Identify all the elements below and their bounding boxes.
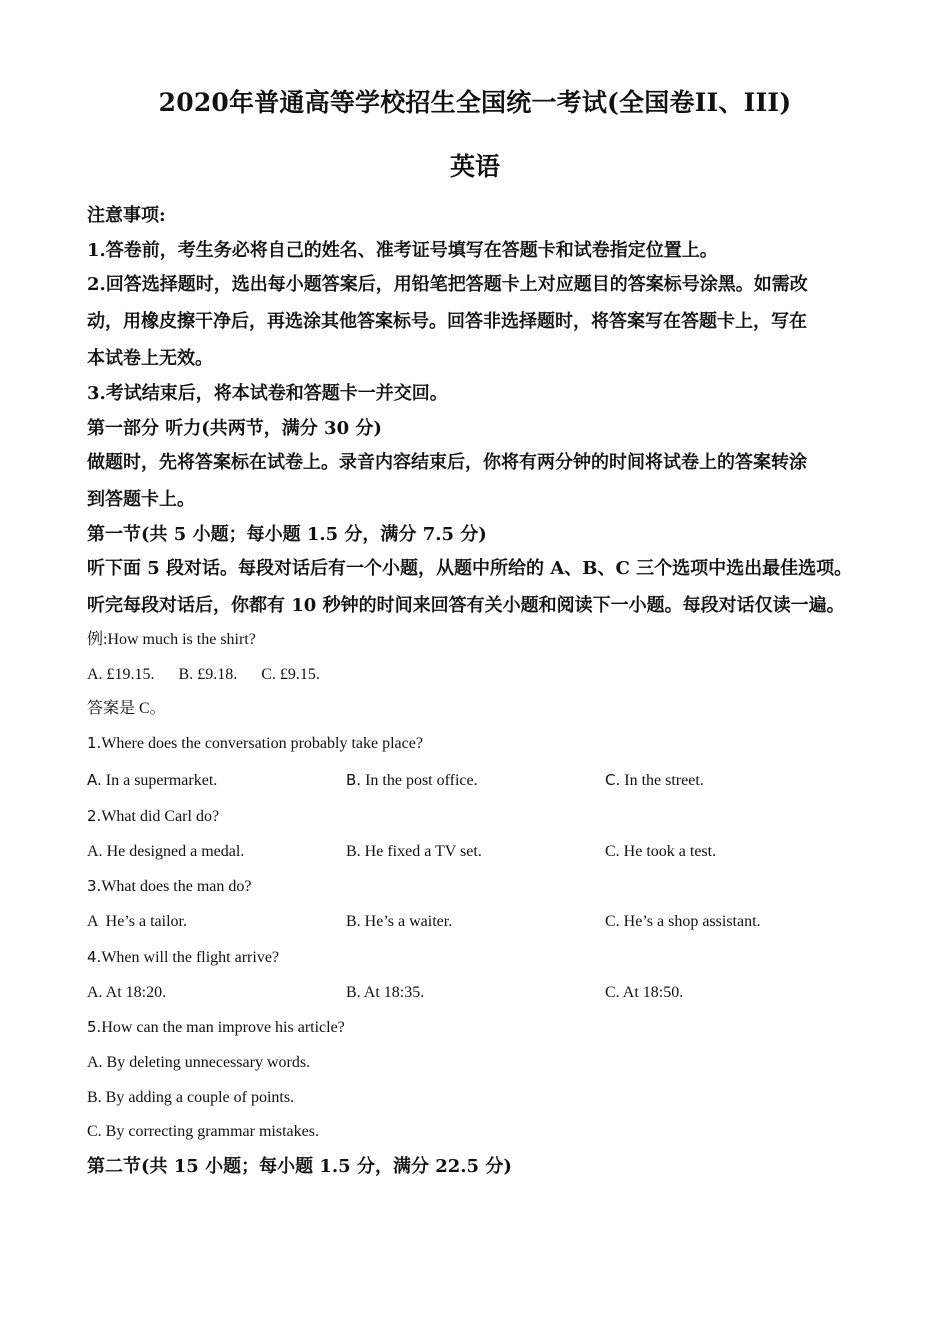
exam-title: 2020年普通高等学校招生全国统一考试(全国卷II、III) xyxy=(158,88,792,117)
question-2-option-c xyxy=(605,841,716,863)
question-4-option-a xyxy=(87,982,166,1004)
option-text: In the street. xyxy=(620,772,704,789)
question-2-option-b xyxy=(346,841,482,863)
option-label: A. xyxy=(87,843,103,860)
subject-title: 英语 xyxy=(449,152,500,181)
option-label: C. xyxy=(605,984,620,1001)
option-label: B. xyxy=(346,771,362,789)
notice-heading: 注意事项: xyxy=(87,205,166,226)
option-label: B. xyxy=(346,913,361,930)
question-3 xyxy=(87,875,877,898)
option-text: At 18:50. xyxy=(619,984,684,1001)
option-text: He took a test. xyxy=(619,843,717,860)
example-options: A. £19.15. B. £9.18. C. £9.15. xyxy=(87,666,320,683)
notice-item-2-line-3: 本试卷上无效。 xyxy=(87,348,213,369)
option-label: C. xyxy=(605,843,620,860)
question-5 xyxy=(87,1016,877,1039)
option-text: He designed a medal. xyxy=(102,843,245,860)
option-label: C. xyxy=(605,913,620,930)
question-text: How can the man improve his article? xyxy=(101,1019,345,1036)
question-text: What did Carl do? xyxy=(101,808,220,825)
option-label: B. xyxy=(346,984,361,1001)
option-text: He fixed a TV set. xyxy=(360,843,482,860)
question-text: When will the flight arrive? xyxy=(101,949,280,966)
option-text: He’s a tailor. xyxy=(97,913,187,930)
option-label: C. xyxy=(605,771,621,789)
question-number: 4. xyxy=(87,948,102,966)
option-text: He’s a waiter. xyxy=(360,913,453,930)
option-text: He’s a shop assistant. xyxy=(619,913,761,930)
option-text: At 18:20. xyxy=(102,984,167,1001)
part1-instruction-line-2: 到答题卡上。 xyxy=(87,489,195,510)
question-number: 2. xyxy=(87,807,102,825)
notice-item-1: 1.答卷前，考生务必将自己的姓名、准考证号填写在答题卡和试卷指定位置上。 xyxy=(87,240,718,261)
option-text: In the post office. xyxy=(361,772,478,789)
part1-heading: 第一部分 听力(共两节，满分 30 分) xyxy=(87,418,382,439)
question-1-option-c xyxy=(605,769,704,792)
section1-heading: 第一节(共 5 小题；每小题 1.5 分，满分 7.5 分) xyxy=(87,524,487,545)
question-number: 5. xyxy=(87,1018,102,1036)
question-number: 3. xyxy=(87,877,102,895)
question-4-option-b xyxy=(346,982,424,1004)
notice-item-2-line-2: 动，用橡皮擦干净后，再选涂其他答案标号。回答非选择题时，将答案写在答题卡上，写在 xyxy=(87,311,807,332)
question-3-option-a xyxy=(87,911,187,933)
option-text: At 18:35. xyxy=(360,984,425,1001)
question-2 xyxy=(87,805,877,828)
notice-item-2-line-1: 2.回答选择题时，选出每小题答案后，用铅笔把答题卡上对应题目的答案标号涂黑。如需改 xyxy=(87,274,808,295)
question-3-option-c xyxy=(605,911,761,933)
question-number: 1. xyxy=(87,734,102,752)
question-5-option-a: A. By deleting unnecessary words. xyxy=(87,1054,311,1071)
question-text: Where does the conversation probably take place? xyxy=(101,735,423,752)
question-1-option-a xyxy=(87,769,217,792)
option-label: A. xyxy=(87,771,102,789)
question-5-option-c: C. By correcting grammar mistakes. xyxy=(87,1123,319,1140)
option-text: In a supermarket. xyxy=(101,772,218,789)
example-answer: 答案是 C。 xyxy=(87,700,166,717)
option-label: A xyxy=(87,913,98,930)
section1-instruction-line-1: 听下面 5 段对话。每段对话后有一个小题，从题中所给的 A、B、C 三个选项中选出最佳选项。 xyxy=(87,558,853,579)
question-4 xyxy=(87,946,877,969)
question-1 xyxy=(87,732,877,755)
section2-heading: 第二节(共 15 小题；每小题 1.5 分，满分 22.5 分) xyxy=(87,1156,512,1177)
question-3-option-b xyxy=(346,911,452,933)
notice-item-3: 3.考试结束后，将本试卷和答题卡一并交回。 xyxy=(87,383,448,404)
question-text: What does the man do? xyxy=(101,878,252,895)
question-4-option-c xyxy=(605,982,683,1004)
option-label: A. xyxy=(87,984,103,1001)
question-5-option-b: B. By adding a couple of points. xyxy=(87,1089,295,1106)
question-1-option-b xyxy=(346,769,478,792)
option-label: B. xyxy=(346,843,361,860)
question-2-option-a xyxy=(87,841,244,863)
example-question: 例:How much is the shirt? xyxy=(87,631,256,648)
part1-instruction-line-1: 做题时，先将答案标在试卷上。录音内容结束后，你将有两分钟的时间将试卷上的答案转涂 xyxy=(87,452,807,473)
section1-instruction-line-2: 听完每段对话后，你都有 10 秒钟的时间来回答有关小题和阅读下一小题。每段对话仅读一遍。 xyxy=(87,595,845,616)
